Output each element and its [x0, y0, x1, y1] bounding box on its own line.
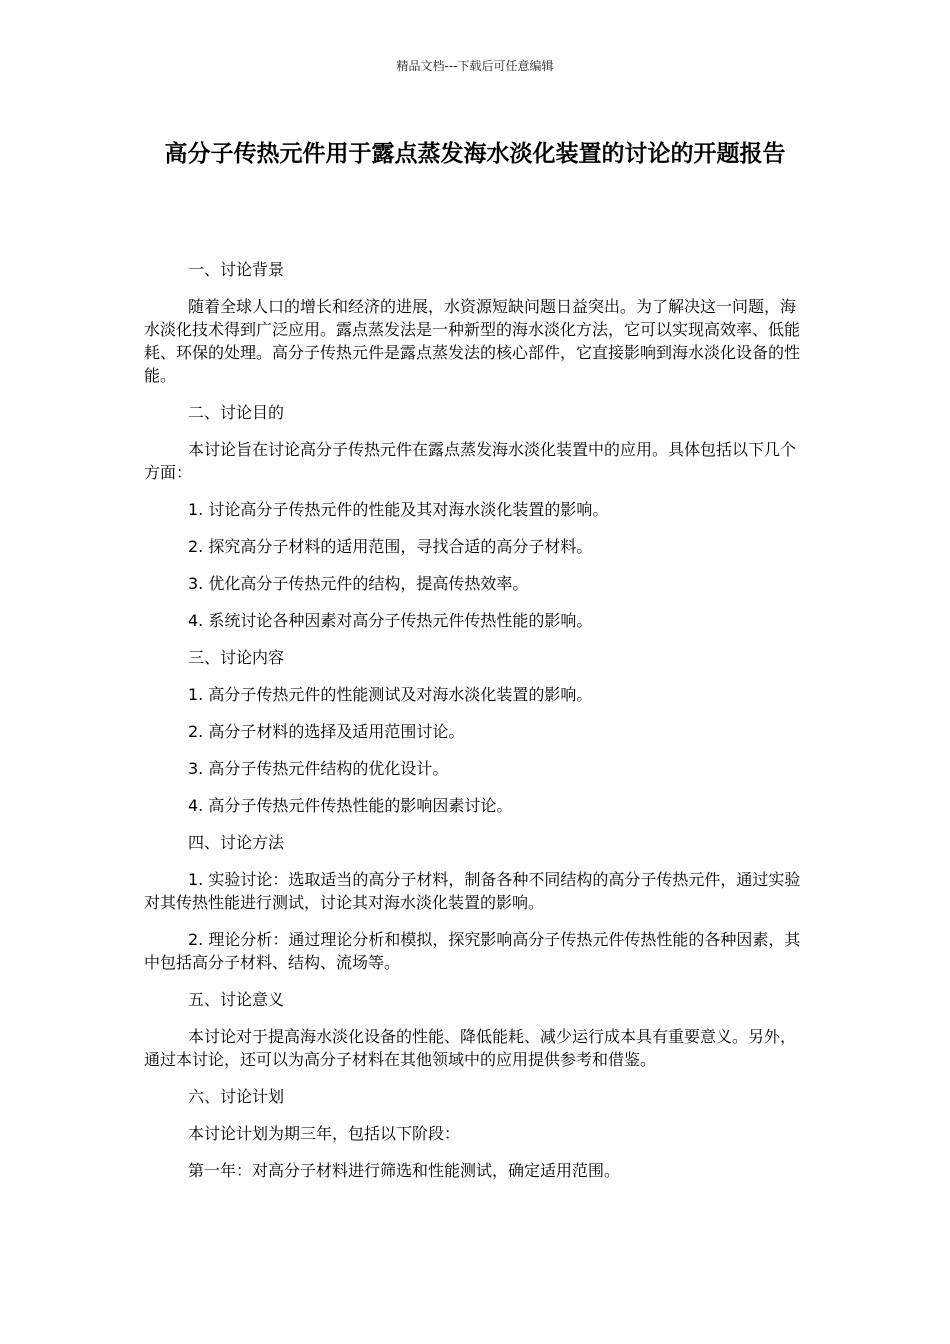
paragraph-significance: 本讨论对于提高海水淡化设备的性能、降低能耗、减少运行成本具有重要意义。另外，通过本讨论，还可以为高分子材料在其他领域中的应用提供参考和借鉴。 [144, 1027, 797, 1069]
list-item-purpose-4: 4. 系统讨论各种因素对高分子传热元件传热性能的影响。 [188, 611, 593, 630]
list-item-purpose-2: 2. 探究高分子材料的适用范围，寻找合适的高分子材料。 [188, 537, 593, 556]
section-heading-background: 一、讨论背景 [188, 260, 285, 279]
paragraph-background: 随着全球人口的增长和经济的进展，水资源短缺问题日益突出。为了解决这一问题，海水淡化技术得到广泛应用。露点蒸发法是一种新型的海水淡化方法，它可以实现高效率、低能耗、环保的处理。高分子传热元件是露点蒸发法的核心部件，它直接影响到海水淡化设备的性能。 [144, 297, 801, 385]
list-item-method-1: 1. 实验讨论：选取适当的高分子材料，制备各种不同结构的高分子传热元件，通过实验对其传热性能进行测试，讨论其对海水淡化装置的影响。 [144, 870, 801, 912]
document-body [144, 258, 808, 1196]
section-heading-significance: 五、讨论意义 [188, 990, 285, 1009]
page-header-note: 精品文档---下载后可任意编辑 [396, 59, 554, 73]
section-heading-content: 三、讨论内容 [188, 648, 285, 667]
list-item-content-4: 4. 高分子传热元件传热性能的影响因素讨论。 [188, 796, 513, 815]
section-heading-plan: 六、讨论计划 [188, 1087, 285, 1106]
document-title: 高分子传热元件用于露点蒸发海水淡化装置的讨论的开题报告 [164, 141, 786, 167]
list-item-content-3: 3. 高分子传热元件结构的优化设计。 [188, 759, 449, 778]
list-item-content-1: 1. 高分子传热元件的性能测试及对海水淡化装置的影响。 [188, 685, 593, 704]
paragraph-purpose: 本讨论旨在讨论高分子传热元件在露点蒸发海水淡化装置中的应用。具体包括以下几个方面： [144, 440, 797, 482]
list-item-content-2: 2. 高分子材料的选择及适用范围讨论。 [188, 722, 465, 741]
section-heading-methods: 四、讨论方法 [188, 833, 285, 852]
list-item-method-2: 2. 理论分析：通过理论分析和模拟，探究影响高分子传热元件传热性能的各种因素，其中包括高分子材料、结构、流场等。 [144, 930, 801, 972]
list-item-purpose-1: 1. 讨论高分子传热元件的性能及其对海水淡化装置的影响。 [188, 500, 609, 519]
list-item-purpose-3: 3. 优化高分子传热元件的结构，提高传热效率。 [188, 574, 529, 593]
paragraph-plan-year-1: 第一年：对高分子材料进行筛选和性能测试，确定适用范围。 [188, 1161, 621, 1180]
paragraph-plan: 本讨论计划为期三年，包括以下阶段： [188, 1124, 461, 1143]
section-heading-purpose: 二、讨论目的 [188, 403, 285, 422]
